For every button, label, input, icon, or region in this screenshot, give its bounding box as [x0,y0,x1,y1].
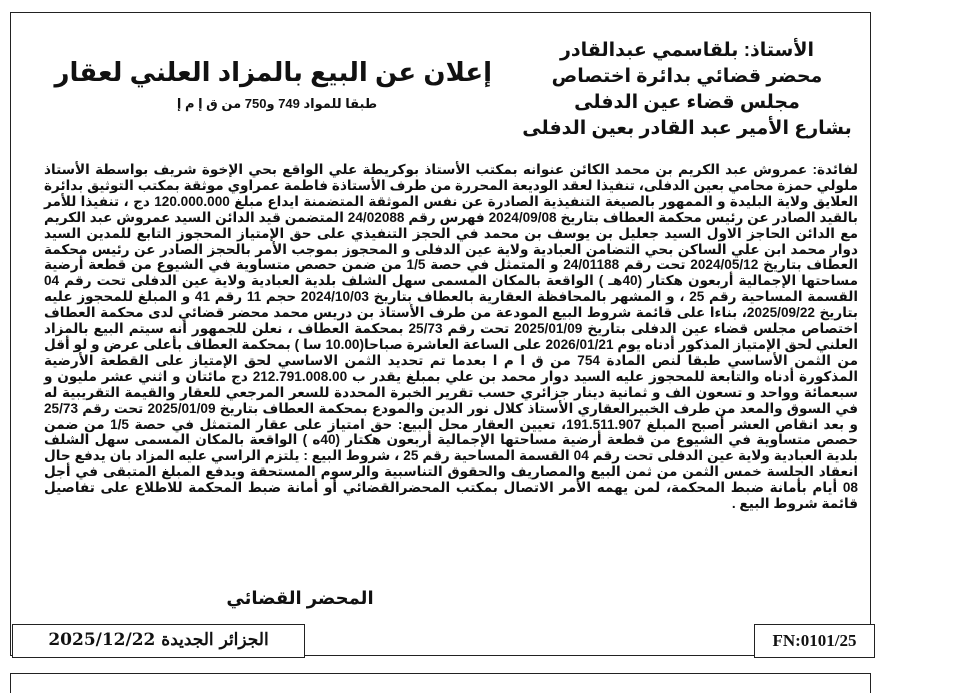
notice-body [44,162,858,512]
bailiff-address: بشارع الأمير عبد القادر بعين الدفلى [522,118,852,139]
notice-body-text: لفائدة: عمروش عبد الكريم بن محمد الكائن عنوانه بمكتب الأستاذ بوكريطة علي الواقع بحي الإخوة شريف بواسطة الأستاذ ملولي حمزة محامي بعين الدفلى، تنفيذا لعقد الوديعة المحررة من طرف الأستاذة فاطمة عمراوي موثقة بمكتب التوثيق بدائرة العلايق ولاية البليدة و الممهور بالصيغة التنفيذية الصادرة عن نفس الموثقة المتضمنة ايداع مبلغ 120.000.000 دج ، تنفيذا للأمر بالقيد الصادر عن رئيس محكمة العطاف بتاريخ 2024/09/08 فهرس رقم 24/02088 المتضمن قيد الدائن السيد عمروش عبد الكريم مع الدائن الحاجز الاول السيد جعليل بن يوسف بن محمد في الحجز التنفيذي على حق الإمتياز المحجوز التابع للمدين السيد دوار محمد ابن علي الساكن بحي التضامن العبادية ولاية عين الدفلى و المحجوز بموجب الأمر بالحجز الصادر عن رئيس محكمة العطاف بتاريخ 2024/05/12 تحت رقم 24/01188 و المتمثل في حصة 1/5 من ضمن حصص متساوية في الشيوع من قطعة أرضية مساحتها الإجمالية أربعون هكتار (40هـ ) الواقعة بالمكان المسمى سهل الشلف بلدية العبادية ولاية عين الدفلى تحت رقم 04 القسمة المساحية رقم 25 ، و المشهر بالمحافظة العقارية بالعطاف بتاريخ 2024/10/03 حجم 11 رقم 41 و المبلغ للمحجوز عليه بتاريخ 2025/09/22، بناءا على قائمة شروط البيع المودعة من طرف الأستاذ بن دريس محمد محضر قضائي لدى محكمة العطاف اختصاص مجلس قضاء عين الدفلى بتاريخ 2025/01/09 تحت رقم 25/73 بمحكمة العطاف ، نعلن للجمهور أنه سيتم البيع بالمزاد العلني لحق الإمتياز المذكور أدناه يوم 2026/01/21 على الساعة العاشرة صباحا(10.00 سا ) بمحكمة العطاف بأعلى عرض و لو أقل من الثمن الأساسي طبقا لنص المادة 754 من ق ا م ا بعدما تم تحديد الثمن الاساسي لحق الإمتياز على القطعة الأرضية المذكورة أدناه والتابعة للمحجوز عليه السيد دوار محمد بن علي بمبلغ يقدر ب 212.791.008.00 دج مائتان و اثني عشر مليون و سبعمائة وواحد و تسعون الف و ثمانية دينار جزائري حسب تقرير الخبرة المحددة للسعر المرجعي للعقار والقيمة التقريبية له في السوق والمعد من طرف الخبيرالعقاري الأستاذ كلال نور الدين والمودع بمحكمة العطاف بتاريخ 2025/01/09 تحت رقم 25/73 و بعد انقاص العشر أصبح المبلغ 191.511.907، تعيين العقار محل البيع: حق امتياز على عقار المتمثل في حصة 1/5 من ضمن حصص متساوية في الشيوع من قطعة أرضية مساحتها الإجمالية أربعون هكتار (40ه ) الواقعة بالمكان المسمى سهل الشلف بلدية العبادية ولاية عين الدفلى تحت رقم 04 القسمة المساحية رقم 25 ، شروط البيع : يلتزم الراسي عليه المزاد بان يدفع حال انعقاد الجلسة خمس الثمن من ثمن البيع والمصاريف والحقوق التناسبية والرسوم المستحقة ويدفع المبلغ المتبقى في أجل 08 أيام بأمانة ضبط المحكمة، لمن يهمه الأمر الاتصال بمكتب المحضرالقضائي أو أمانة ضبط المحكمة للاطلاع على تفاصيل قائمة شروط البيع . [44,162,859,512]
notice-subtitle: طبقا للمواد 749 و750 من ق إ م إ [176,96,378,111]
bailiff-jurisdiction: مجلس قضاء عين الدفلى [574,92,800,113]
notice-title: إعلان عن البيع بالمزاد العلني لعقار [54,57,492,87]
next-notice-frame [10,673,871,693]
bailiff-name: الأستاذ: بلقاسمي عبدالقادر [559,40,815,61]
bailiff-header [522,38,852,142]
notice-heading [54,55,492,113]
signature: المحضر القضائي [226,588,374,608]
file-number-box [754,624,875,658]
file-number: FN:0101/25 [772,631,857,650]
publication-box [12,624,305,658]
publication-label: الجزائر الجديدة 2025/12/22 [48,630,269,650]
bailiff-role: محضر قضائي بدائرة اختصاص [551,66,823,87]
